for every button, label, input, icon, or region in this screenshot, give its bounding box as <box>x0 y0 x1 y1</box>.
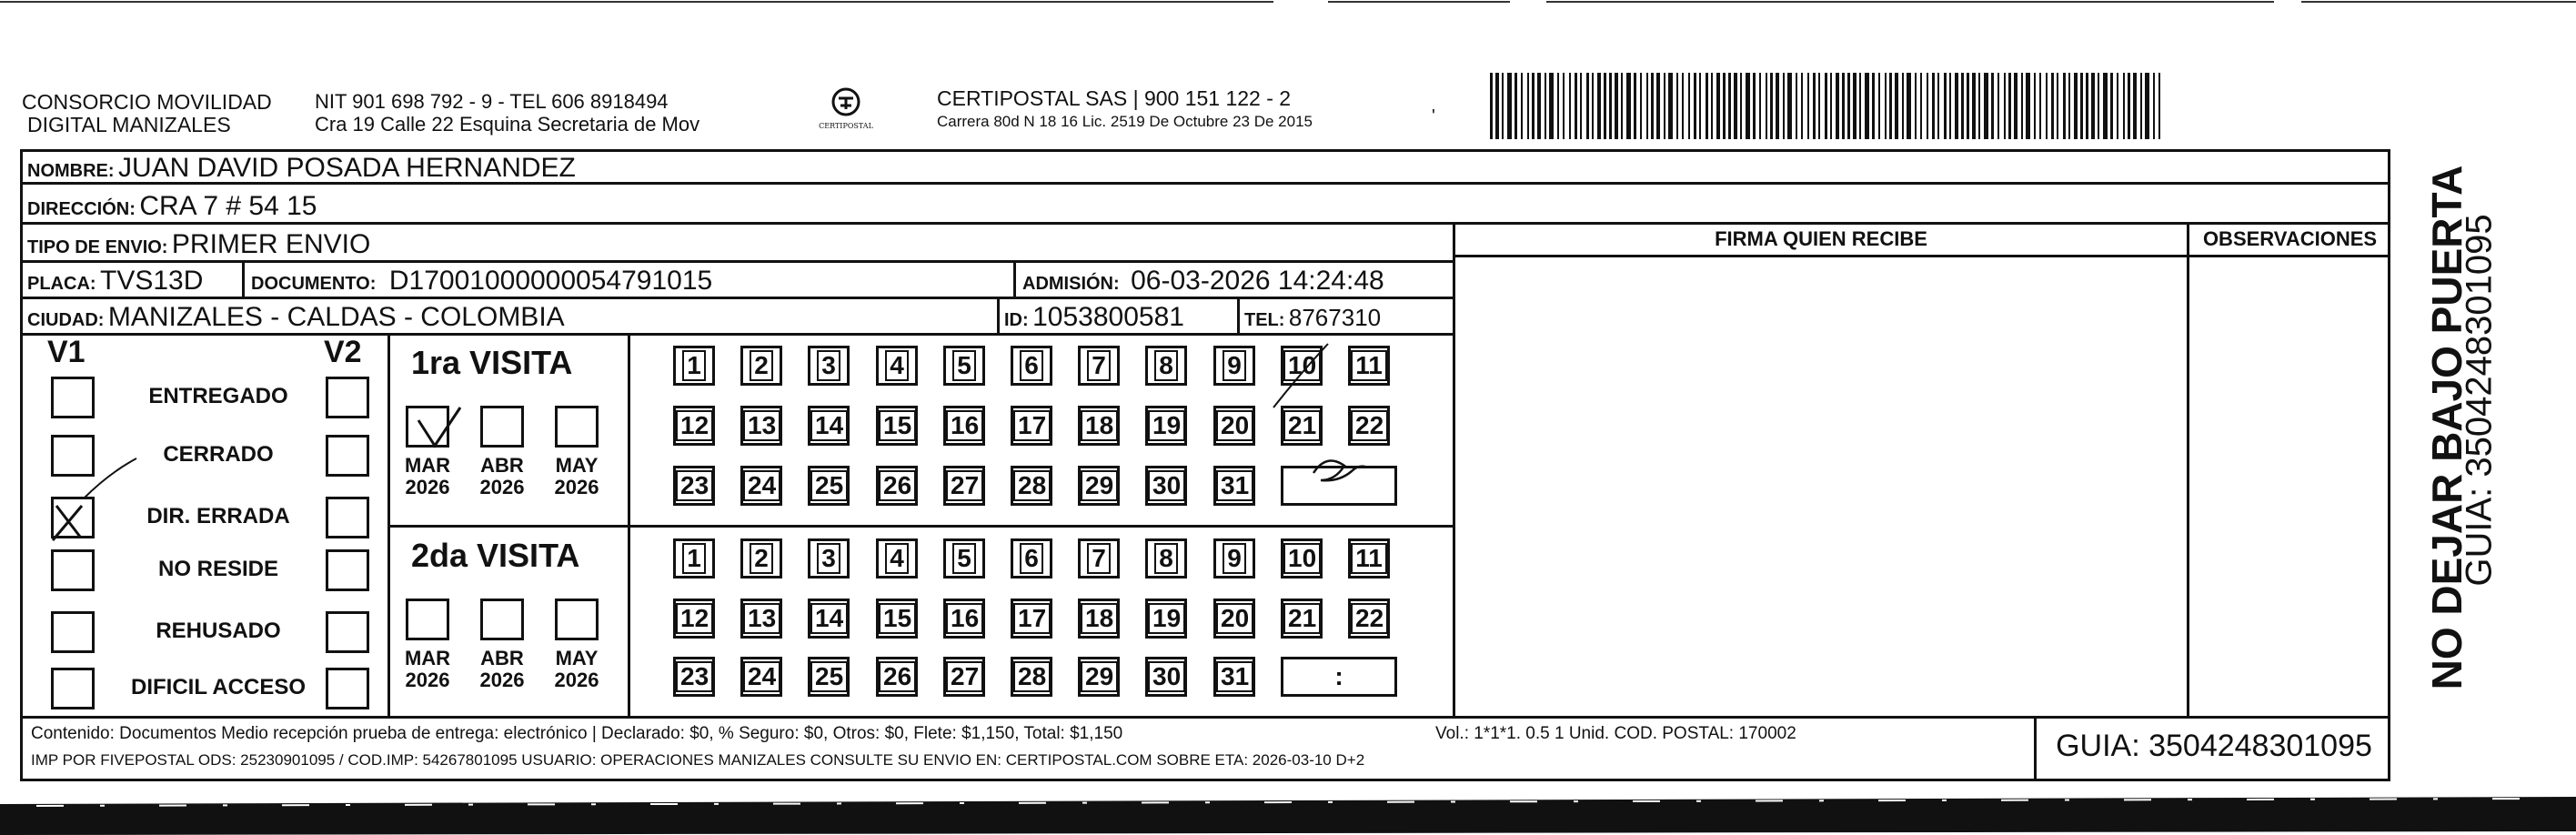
day-number: 28 <box>1013 470 1051 501</box>
field-id <box>1004 304 1184 331</box>
field-ciudad <box>27 304 565 331</box>
first-visit-month-checkbox[interactable] <box>406 406 449 448</box>
first-visit-day[interactable] <box>1348 346 1390 386</box>
day-number: 13 <box>743 603 780 634</box>
day-number: 19 <box>1148 603 1185 634</box>
tel-label: TEL: <box>1244 310 1285 330</box>
second-visit-month-checkbox[interactable] <box>480 599 524 640</box>
second-visit-day[interactable] <box>943 599 985 639</box>
day-number: 3 <box>817 543 840 574</box>
day-number: 14 <box>810 410 848 441</box>
day-number: 11 <box>1351 350 1387 381</box>
first-visit-month-label <box>400 455 455 498</box>
company-contact <box>315 90 699 136</box>
first-visit-day[interactable] <box>1145 346 1187 386</box>
day-number: 7 <box>1087 350 1111 381</box>
certipostal-logo-icon <box>811 86 880 142</box>
day-number: 25 <box>810 661 848 692</box>
second-visit-day[interactable] <box>943 657 985 697</box>
v2-checkbox-4[interactable] <box>326 611 369 653</box>
day-number: 12 <box>676 410 713 441</box>
first-visit-time-box[interactable] <box>1281 466 1397 506</box>
logo-text: CERTIPOSTAL <box>819 122 873 130</box>
status-option-label: DIFICIL ACCESO <box>130 675 306 699</box>
v2-checkbox-5[interactable] <box>326 668 369 709</box>
second-visit-day[interactable] <box>1078 538 1120 578</box>
second-visit-day[interactable] <box>1348 538 1390 578</box>
status-option-label: NO RESIDE <box>157 557 279 581</box>
month-name: ABR <box>480 647 524 669</box>
second-visit-day[interactable] <box>943 538 985 578</box>
field-nombre <box>27 155 576 182</box>
day-number: 22 <box>1351 603 1388 634</box>
month-name: MAY <box>555 454 599 477</box>
first-visit-month-checkbox[interactable] <box>555 406 599 448</box>
day-number: 9 <box>1223 543 1246 574</box>
first-visit-day[interactable] <box>808 466 850 506</box>
second-visit-day[interactable] <box>1348 599 1390 639</box>
company-line1: CONSORCIO MOVILIDAD <box>22 90 272 114</box>
header-tick: ' <box>1432 106 1435 126</box>
day-number: 18 <box>1081 410 1118 441</box>
day-number: 30 <box>1148 470 1185 501</box>
first-visit-day[interactable] <box>1281 406 1323 446</box>
day-number: 23 <box>676 470 713 501</box>
placa-value: TVS13D <box>100 266 204 296</box>
second-visit-day[interactable] <box>808 538 850 578</box>
first-visit-day[interactable] <box>943 346 985 386</box>
day-number: 24 <box>743 661 780 692</box>
second-visit-day[interactable] <box>808 599 850 639</box>
first-visit-day[interactable] <box>876 346 918 386</box>
day-number: 1 <box>682 543 706 574</box>
carrier-info <box>937 87 1313 133</box>
day-number: 1 <box>682 350 706 381</box>
v1-checkbox-1[interactable] <box>51 435 95 477</box>
day-number: 30 <box>1148 661 1185 692</box>
tel-value: 8767310 <box>1288 304 1382 331</box>
first-visit-day[interactable] <box>1145 406 1187 446</box>
second-visit-day[interactable] <box>876 538 918 578</box>
day-number: 28 <box>1013 661 1051 692</box>
nombre-label: NOMBRE: <box>27 161 115 181</box>
documento-value: D17001000000054791015 <box>388 266 713 296</box>
month-name: MAR <box>404 647 451 669</box>
day-number: 2 <box>750 543 773 574</box>
month-year: 2026 <box>405 669 450 691</box>
day-number: 29 <box>1081 661 1118 692</box>
first-visit-month-checkbox[interactable] <box>480 406 524 448</box>
first-visit-day[interactable] <box>1145 466 1187 506</box>
first-visit-day[interactable] <box>808 406 850 446</box>
second-visit-month-checkbox[interactable] <box>406 599 449 640</box>
day-number: 2 <box>750 350 773 381</box>
first-visit-day[interactable] <box>1213 406 1255 446</box>
day-number: 12 <box>676 603 713 634</box>
second-visit-day[interactable] <box>1213 538 1255 578</box>
field-direccion <box>27 193 317 220</box>
day-number: 20 <box>1216 410 1253 441</box>
admision-value: 06-03-2026 14:24:48 <box>1131 266 1384 296</box>
footer-volume: Vol.: 1*1*1. 0.5 1 Unid. COD. POSTAL: 170002 <box>1435 724 1796 743</box>
v1-checkbox-3[interactable] <box>51 549 95 591</box>
no-dejar-bajo-puerta: NO DEJAR BAJO PUERTA <box>2423 165 2470 690</box>
second-visit-day[interactable] <box>1213 657 1255 697</box>
carrier-logo <box>811 86 880 142</box>
day-number: 8 <box>1154 350 1178 381</box>
second-visit-day[interactable] <box>673 599 715 639</box>
day-number: 15 <box>879 410 916 441</box>
day-number: 10 <box>1283 350 1321 381</box>
carrier-name: CERTIPOSTAL SAS | 900 151 122 - 2 <box>937 86 1292 110</box>
month-year: 2026 <box>479 476 525 498</box>
day-number: 27 <box>946 661 983 692</box>
direccion-value: CRA 7 # 54 15 <box>139 191 317 221</box>
v2-checkbox-1[interactable] <box>326 435 369 477</box>
footer-guia-number: GUIA: 3504248301095 <box>2056 729 2372 763</box>
ciudad-value: MANIZALES - CALDAS - COLOMBIA <box>107 302 565 332</box>
side-guia-number: GUIA: 3504248301095 <box>2459 214 2500 587</box>
day-number: 26 <box>879 470 916 501</box>
admision-label: ADMISIÓN: <box>1022 274 1120 294</box>
day-number: 20 <box>1216 603 1253 634</box>
footer-contents: Contenido: Documentos Medio recepción prueba de entrega: electrónico | Declarado: $0, % Seguro: $0, Otros: $0, Flete: $1,150, Total: $1,150 <box>31 724 1123 743</box>
second-visit-day[interactable] <box>1213 599 1255 639</box>
v1-checkbox-2[interactable] <box>51 497 95 538</box>
second-visit-day[interactable] <box>1145 599 1187 639</box>
second-visit-day[interactable] <box>1078 599 1120 639</box>
v2-checkbox-3[interactable] <box>326 549 369 591</box>
first-visit-day[interactable] <box>673 406 715 446</box>
signature-area[interactable] <box>1455 257 2187 716</box>
day-number: 23 <box>676 661 713 692</box>
day-number: 10 <box>1283 543 1321 574</box>
first-visit-day[interactable] <box>1213 466 1255 506</box>
day-number: 29 <box>1081 470 1118 501</box>
day-number: 31 <box>1216 470 1253 501</box>
first-visit-day[interactable] <box>808 346 850 386</box>
month-name: MAY <box>555 647 599 669</box>
day-number: 3 <box>817 350 840 381</box>
placa-label: PLACA: <box>27 274 96 294</box>
second-visit-title: 2da VISITA <box>411 537 580 574</box>
day-number: 11 <box>1351 543 1387 574</box>
day-number: 16 <box>946 410 983 441</box>
field-placa <box>27 267 203 295</box>
second-visit-day[interactable] <box>673 538 715 578</box>
second-visit-day[interactable] <box>740 538 782 578</box>
month-year: 2026 <box>554 476 599 498</box>
field-tipo-envio <box>27 231 370 258</box>
first-visit-day[interactable] <box>1011 346 1052 386</box>
first-visit-day[interactable] <box>1348 406 1390 446</box>
status-option-label: DIR. ERRADA <box>146 504 290 528</box>
first-visit-day[interactable] <box>943 406 985 446</box>
barcode-icon <box>1488 73 2165 139</box>
day-number: 21 <box>1283 410 1321 441</box>
first-visit-day[interactable] <box>876 466 918 506</box>
day-number: 14 <box>810 603 848 634</box>
observaciones-label: OBSERVACIONES <box>2202 227 2378 250</box>
second-visit-day[interactable] <box>1281 599 1323 639</box>
day-number: 5 <box>952 350 976 381</box>
day-number: 13 <box>743 410 780 441</box>
observaciones-area[interactable] <box>2189 257 2390 716</box>
second-visit-day[interactable] <box>1078 657 1120 697</box>
second-visit-day[interactable] <box>673 657 715 697</box>
second-visit-month-checkbox[interactable] <box>555 599 599 640</box>
status-option-label: ENTREGADO <box>148 384 288 408</box>
status-option-label: REHUSADO <box>156 619 281 643</box>
company-line2: DIGITAL MANIZALES <box>27 113 231 136</box>
first-visit-day[interactable] <box>1078 406 1120 446</box>
v2-checkbox-2[interactable] <box>326 497 369 538</box>
tipo-envio-value: PRIMER ENVIO <box>171 229 371 259</box>
second-visit-day[interactable] <box>876 657 918 697</box>
first-visit-day[interactable] <box>876 406 918 446</box>
day-number: 15 <box>879 603 916 634</box>
direccion-label: DIRECCIÓN: <box>27 199 136 219</box>
second-visit-time-box[interactable]: : <box>1281 657 1397 697</box>
scan-edge-top <box>0 0 2576 5</box>
nombre-value: JUAN DAVID POSADA HERNANDEZ <box>118 153 576 183</box>
day-number: 17 <box>1013 410 1051 441</box>
day-number: 27 <box>946 470 983 501</box>
v1-checkbox-4[interactable] <box>51 611 95 653</box>
month-name: MAR <box>404 454 451 477</box>
day-number: 9 <box>1223 350 1246 381</box>
field-admision <box>1022 267 1384 295</box>
v1-label: V1 <box>47 335 86 369</box>
first-visit-month-label <box>475 455 529 498</box>
first-visit-day[interactable] <box>1078 466 1120 506</box>
v1-checkbox-5[interactable] <box>51 668 95 709</box>
first-visit-day[interactable] <box>943 466 985 506</box>
second-visit-day[interactable] <box>1011 599 1052 639</box>
month-name: ABR <box>480 454 524 477</box>
nit-line: NIT 901 698 792 - 9 - TEL 606 8918494 <box>315 90 669 113</box>
first-visit-day[interactable] <box>1011 466 1052 506</box>
second-visit-day[interactable] <box>808 657 850 697</box>
first-visit-month-label <box>549 455 604 498</box>
second-visit-day[interactable] <box>876 599 918 639</box>
documento-label: DOCUMENTO: <box>251 274 377 294</box>
day-number: 24 <box>743 470 780 501</box>
second-visit-month-label <box>400 648 455 691</box>
tipo-envio-label: TIPO DE ENVIO: <box>27 237 168 257</box>
day-number: 17 <box>1013 603 1051 634</box>
second-visit-day[interactable] <box>740 657 782 697</box>
day-number: 16 <box>946 603 983 634</box>
first-visit-title: 1ra VISITA <box>411 344 573 381</box>
first-visit-day[interactable] <box>740 346 782 386</box>
second-visit-month-label <box>549 648 604 691</box>
v2-label: V2 <box>324 335 362 369</box>
day-number: 7 <box>1087 543 1111 574</box>
day-number: 22 <box>1351 410 1388 441</box>
carrier-license: Carrera 80d N 18 16 Lic. 2519 De Octubre 23 De 2015 <box>937 113 1313 130</box>
id-label: ID: <box>1004 310 1029 330</box>
second-visit-day[interactable] <box>1145 657 1187 697</box>
day-number: 4 <box>885 543 909 574</box>
v1-checkbox-0[interactable] <box>51 377 95 418</box>
day-number: 25 <box>810 470 848 501</box>
field-documento <box>251 267 712 295</box>
first-visit-day[interactable] <box>740 466 782 506</box>
company-address: Cra 19 Calle 22 Esquina Secretaria de Mov <box>315 113 700 136</box>
second-visit-month-label <box>475 648 529 691</box>
firma-quien-recibe-label: FIRMA QUIEN RECIBE <box>1715 227 1927 250</box>
day-number: 6 <box>1020 350 1043 381</box>
ciudad-label: CIUDAD: <box>27 310 105 330</box>
second-visit-day[interactable] <box>740 599 782 639</box>
first-visit-day[interactable] <box>1281 346 1323 386</box>
first-visit-day[interactable] <box>1213 346 1255 386</box>
second-visit-day[interactable] <box>1011 538 1052 578</box>
month-year: 2026 <box>405 476 450 498</box>
day-number: 8 <box>1154 543 1178 574</box>
second-visit-day[interactable] <box>1145 538 1187 578</box>
status-option-label: CERRADO <box>163 442 274 467</box>
day-number: 31 <box>1216 661 1253 692</box>
scan-edge-bottom <box>0 784 2576 835</box>
day-number: 18 <box>1081 603 1118 634</box>
day-number: 4 <box>885 350 909 381</box>
field-tel <box>1244 306 1381 329</box>
v2-checkbox-0[interactable] <box>326 377 369 418</box>
month-year: 2026 <box>479 669 525 691</box>
id-value: 1053800581 <box>1032 302 1184 332</box>
footer-imp-info: IMP POR FIVEPOSTAL ODS: 25230901095 / COD.IMP: 54267801095 USUARIO: OPERACIONES MANIZALES CONSULTE SU ENVIO EN: CERTIPOSTAL.COM SOBRE ETA: 2026-03-10 D+2 <box>31 751 1365 769</box>
month-year: 2026 <box>554 669 599 691</box>
company-name <box>22 91 272 136</box>
day-number: 26 <box>879 661 916 692</box>
day-number: 6 <box>1020 543 1043 574</box>
day-number: 19 <box>1148 410 1185 441</box>
day-number: 5 <box>952 543 976 574</box>
first-visit-day[interactable] <box>673 466 715 506</box>
second-visit-day[interactable] <box>1011 657 1052 697</box>
first-visit-day[interactable] <box>1078 346 1120 386</box>
day-number: 21 <box>1283 603 1321 634</box>
second-visit-day[interactable] <box>1281 538 1323 578</box>
first-visit-day[interactable] <box>740 406 782 446</box>
first-visit-day[interactable] <box>673 346 715 386</box>
first-visit-day[interactable] <box>1011 406 1052 446</box>
